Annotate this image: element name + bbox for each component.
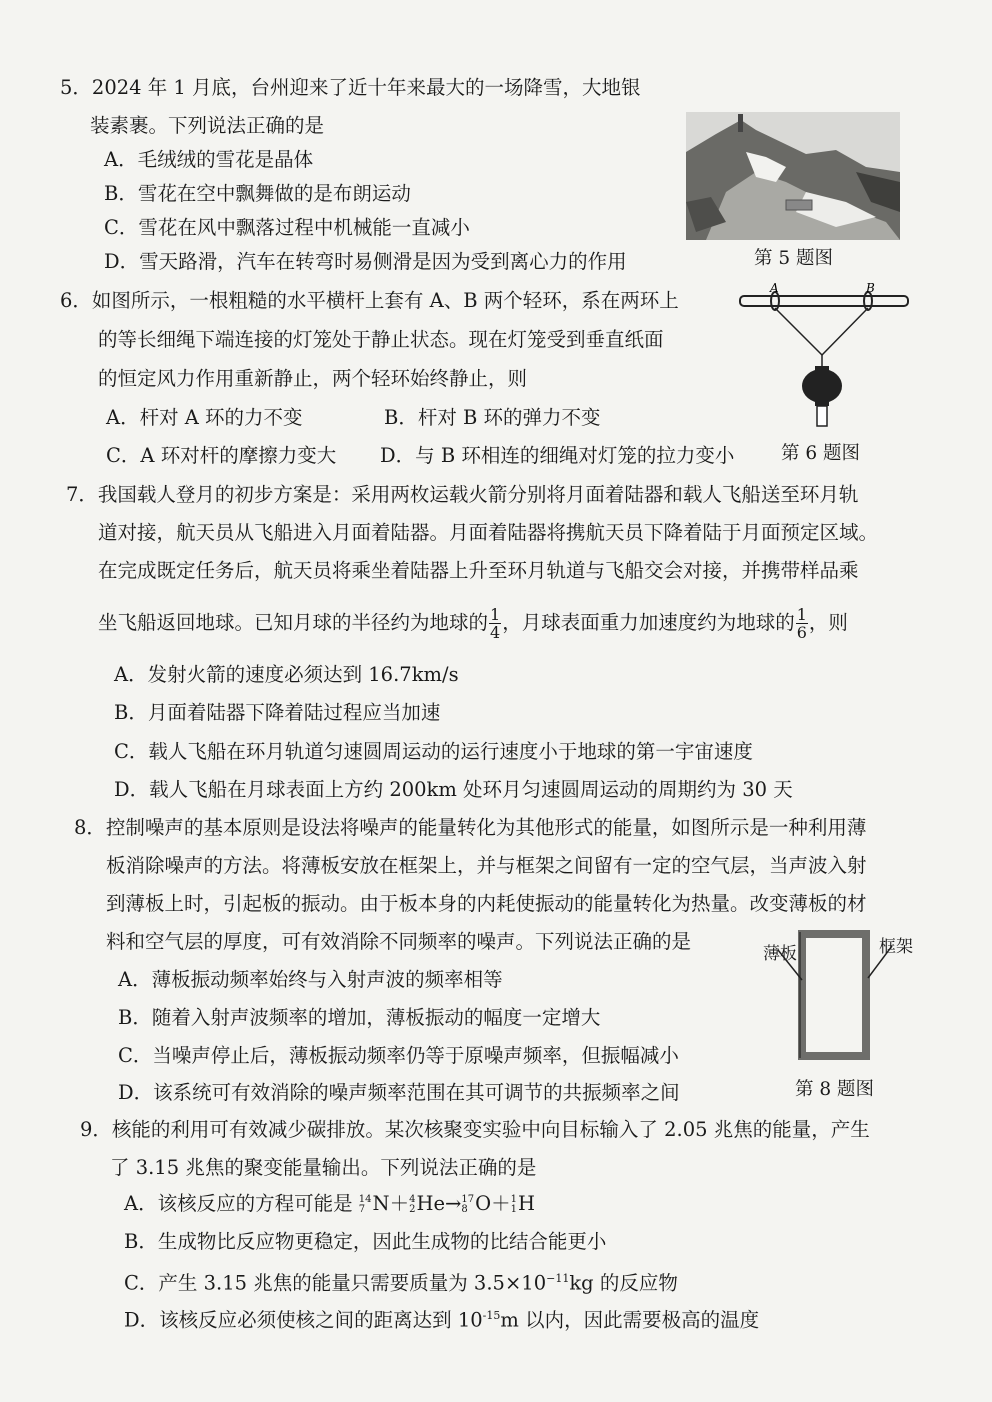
q8-stem-line1: 8．控制噪声的基本原则是设法将噪声的能量转化为其他形式的能量，如图所示是一种利用薄 — [74, 816, 867, 839]
q9-option-a — [124, 1191, 535, 1217]
q8-option-b: B．随着入射声波频率的增加，薄板振动的幅度一定增大 — [118, 1006, 601, 1029]
nitrogen-symbol: N — [372, 1192, 390, 1215]
q7-stem-line4-part2: ，月球表面重力加速度约为地球的 — [502, 611, 795, 634]
q8-option-d: D．该系统可有效消除的噪声频率范围在其可调节的共振频率之间 — [118, 1081, 680, 1104]
he-atomic-number: 2 — [409, 1203, 416, 1215]
q9-option-d — [124, 1303, 759, 1334]
o-atomic-number: 8 — [461, 1203, 468, 1215]
q5-option-d: D．雪天路滑，汽车在转弯时易侧滑是因为受到离心力的作用 — [104, 250, 627, 273]
q5-stem-line2: 装素裹。下列说法正确的是 — [90, 114, 325, 137]
ring-b-label: B — [866, 281, 875, 295]
lantern-diagram — [730, 280, 915, 435]
q6-option-d: D．与 B 环相连的细绳对灯笼的拉力变小 — [380, 444, 735, 467]
q6-stem-line3: 的恒定风力作用重新静止，两个轻环始终静止，则 — [98, 367, 528, 390]
oxygen-symbol: O — [475, 1192, 492, 1215]
nitrogen-isotope — [359, 1195, 372, 1215]
q9-stem-line1: 9．核能的利用可有效减少碳排放。某次核聚变实验中向目标输入了 2.05 兆焦的能量，产生 — [80, 1118, 870, 1141]
snow-mountain-photo — [686, 112, 900, 240]
plus-sign: ＋ — [389, 1192, 410, 1215]
fraction-one-sixth — [796, 606, 808, 641]
plate-label: 薄板 — [763, 944, 797, 964]
fraction1-denominator: 4 — [490, 623, 501, 642]
q9-option-c-text: C．产生 3.15 兆焦的能量只需要质量为 3.5×10 — [124, 1271, 547, 1295]
fraction-one-quarter — [489, 606, 501, 641]
q6-stem-line1: 6．如图所示，一根粗糙的水平横杆上套有 A、B 两个轻环，系在两环上 — [60, 289, 679, 312]
q7-stem-line2: 道对接，航天员从飞船进入月面着陆器。月面着陆器将携航天员下降着陆于月面预定区域。 — [98, 521, 879, 544]
h-atomic-number: 1 — [510, 1203, 517, 1215]
o-mass-number: 17 — [461, 1193, 475, 1205]
hydrogen-isotope — [511, 1195, 517, 1215]
q8-figure-caption: 第 8 题图 — [795, 1079, 875, 1100]
q9-option-c — [124, 1266, 678, 1297]
frame-label: 框架 — [879, 937, 913, 957]
hydrogen-symbol: H — [517, 1192, 535, 1215]
q7-stem-line4-part3: ，则 — [808, 611, 848, 634]
q7-stem-line4-part1: 坐飞船返回地球。已知月球的半径约为地球的 — [98, 611, 489, 634]
q7-stem-line4 — [98, 606, 848, 641]
q5-figure-caption: 第 5 题图 — [754, 248, 834, 269]
q7-option-b: B．月面着陆器下降着陆过程应当加速 — [114, 701, 441, 724]
q9-stem-line2: 了 3.15 兆焦的聚变能量输出。下列说法正确的是 — [110, 1156, 537, 1179]
q7-option-d: D．载人飞船在月球表面上方约 200km 处环月匀速圆周运动的周期约为 30 天 — [114, 778, 793, 801]
q5-option-c: C．雪花在风中飘落过程中机械能一直减小 — [104, 216, 470, 239]
q9-option-c-unit: kg 的反应物 — [569, 1271, 678, 1295]
q5-stem-line1: 5．2024 年 1 月底，台州迎来了近十年来最大的一场降雪，大地银 — [60, 76, 641, 99]
q9-option-a-text: A．该核反应的方程可能是 — [124, 1192, 359, 1215]
fraction1-numerator: 1 — [490, 605, 501, 624]
fraction2-denominator: 6 — [796, 623, 807, 642]
n-mass-number: 14 — [358, 1193, 372, 1205]
h-mass-number: 1 — [510, 1193, 517, 1205]
q6-option-a: A．杆对 A 环的力不变 — [106, 406, 303, 429]
exponent-2: -15 — [482, 1309, 501, 1322]
he-mass-number: 4 — [409, 1193, 416, 1205]
q7-stem-line3: 在完成既定任务后，航天员将乘坐着陆器上升至环月轨道与飞船交会对接，并携带样品乘 — [98, 559, 859, 582]
helium-symbol: He — [416, 1192, 446, 1215]
exponent: −11 — [546, 1272, 570, 1285]
q9-option-b: B．生成物比反应物更稳定，因此生成物的比结合能更小 — [124, 1230, 607, 1253]
q6-option-c: C．A 环对杆的摩擦力变大 — [106, 444, 337, 467]
oxygen-isotope — [461, 1195, 474, 1215]
reaction-arrow: → — [445, 1192, 462, 1215]
q8-option-a: A．薄板振动频率始终与入射声波的频率相等 — [118, 968, 503, 991]
q5-option-b: B．雪花在空中飘舞做的是布朗运动 — [104, 182, 411, 205]
n-atomic-number: 7 — [358, 1203, 366, 1215]
q5-option-a: A．毛绒绒的雪花是晶体 — [104, 148, 314, 171]
ring-a-label: A — [770, 281, 779, 295]
q8-stem-line2: 板消除噪声的方法。将薄板安放在框架上，并与框架之间留有一定的空气层，当声波入射 — [106, 854, 867, 877]
q8-stem-line3: 到薄板上时，引起板的振动。由于板本身的内耗使振动的能量转化为热量。改变薄板的材 — [106, 892, 867, 915]
q9-option-d-text: D．该核反应必须使核之间的距离达到 10 — [124, 1308, 483, 1332]
helium-isotope — [409, 1195, 415, 1215]
q7-stem-line1: 7．我国载人登月的初步方案是：采用两枚运载火箭分别将月面着陆器和载人飞船送至环月轨 — [66, 483, 859, 506]
q8-stem-line4: 料和空气层的厚度，可有效消除不同频率的噪声。下列说法正确的是 — [106, 930, 692, 953]
fraction2-numerator: 1 — [796, 605, 807, 624]
q8-option-c: C．当噪声停止后，薄板振动频率仍等于原噪声频率，但振幅减小 — [118, 1044, 679, 1067]
q6-figure-caption: 第 6 题图 — [781, 443, 861, 464]
q6-stem-line2: 的等长细绳下端连接的灯笼处于静止状态。现在灯笼受到垂直纸面 — [98, 328, 664, 351]
plus-sign-2: ＋ — [491, 1192, 511, 1215]
q7-option-a: A．发射火箭的速度必须达到 16.7km/s — [114, 663, 459, 686]
q9-option-d-rest: m 以内，因此需要极高的温度 — [500, 1308, 760, 1332]
q6-option-b: B．杆对 B 环的弹力不变 — [384, 406, 601, 429]
q7-option-c: C．载人飞船在环月轨道匀速圆周运动的运行速度小于地球的第一宇宙速度 — [114, 740, 753, 763]
